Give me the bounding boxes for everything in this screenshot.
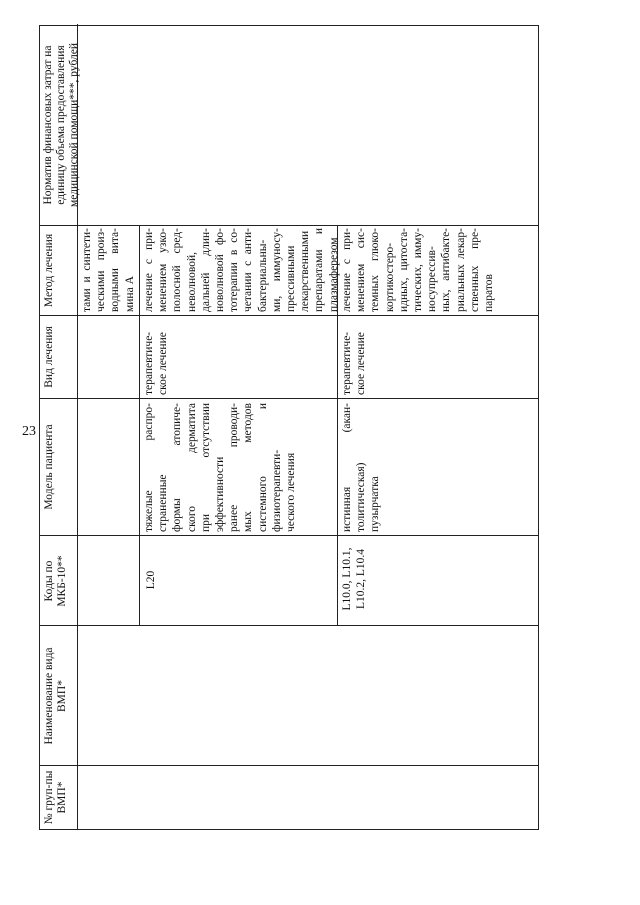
row2-patient-model: [142, 403, 298, 532]
column-divider: [40, 765, 538, 766]
row2-treatment-method: [142, 228, 341, 312]
cell-line: страненные: [157, 474, 170, 532]
cell-line: носупрессив-: [426, 246, 439, 312]
cell-line: эффективности: [214, 456, 227, 532]
cell-line: тами и синтети-: [81, 228, 93, 312]
cell-line: дальней длин-: [199, 228, 212, 312]
cell-line: ных, антибакте-: [440, 228, 453, 312]
row2-treatment-type: [142, 317, 170, 395]
cell-line: ственных пре-: [468, 228, 481, 312]
cell-line: ское лечение: [157, 332, 170, 395]
cell-line: физиотерапевти-: [270, 449, 283, 532]
cell-line: прессивными: [285, 245, 298, 312]
cell-line: мина А: [123, 276, 136, 312]
cell-line: истинная (акан-: [341, 403, 353, 532]
vmp-table: [39, 25, 539, 830]
cell-line: менением сис-: [355, 228, 368, 312]
cell-line: ское лечение: [355, 332, 368, 395]
header-group: № груп-пы ВМП*: [43, 770, 68, 825]
cell-line: идных, цитоста-: [397, 228, 410, 312]
cell-line: риальных лекар-: [454, 228, 467, 312]
cell-line: при отсутствии: [199, 403, 212, 532]
cell-line: тических, имму-: [412, 228, 425, 312]
row3-patient-model: [340, 403, 383, 532]
row3-treatment-method: [340, 228, 496, 312]
cell-line: терапевтиче-: [143, 331, 155, 395]
cell-line: кортикостеро-: [383, 242, 396, 312]
column-divider: [40, 398, 538, 399]
cell-line: темных глюко-: [369, 228, 382, 312]
column-divider: [40, 315, 538, 316]
cell-line: паратов: [483, 274, 496, 312]
header-patient-model: Модель пациента: [43, 424, 55, 510]
cell-line: толитическая): [355, 462, 368, 532]
cell-line: водными вита-: [109, 228, 122, 312]
cell-line: препаратами и: [313, 228, 326, 312]
row2-icd-codes: L20: [145, 570, 157, 590]
cell-line: новолновой фо-: [214, 228, 227, 312]
row3-treatment-type: [340, 317, 368, 395]
cell-line: менением узко-: [157, 228, 170, 312]
column-divider: [40, 625, 538, 626]
cell-line: пузырчатка: [369, 476, 382, 532]
header-treatment-type: Вид лечения: [43, 326, 55, 388]
cell-line: плазмаферезом: [327, 237, 340, 312]
cell-line: четании с анти-: [242, 228, 255, 312]
column-divider: [40, 225, 538, 226]
table-wrapper: [39, 25, 539, 830]
cell-line: терапевтиче-: [341, 331, 353, 395]
header-cost-norm: Норматив финансовых затрат на единицу объема предоставления медицинской помощи***, рублей: [42, 42, 80, 208]
cell-line: неволновой,: [185, 252, 198, 312]
row1-treatment-method: [80, 228, 137, 312]
header-treatment-method: Метод лечения: [43, 233, 55, 308]
cell-line: ческими произ-: [95, 228, 108, 312]
cell-line: бактериальны-: [256, 239, 269, 312]
cell-line: тотерапии в со-: [228, 228, 241, 312]
page-number: 23: [22, 424, 36, 439]
row-divider: [139, 226, 140, 626]
cell-line: ского дерматита: [185, 403, 198, 532]
cell-line: системного и: [256, 403, 269, 532]
cell-line: ранее проводи-: [228, 403, 241, 532]
cell-line: ческого лечения: [285, 452, 298, 532]
row3-icd-codes: L10.0, L10.1, L10.2, L10.4: [341, 547, 368, 611]
cell-line: лечение с при-: [143, 228, 155, 312]
cell-line: ми, иммуносу-: [270, 228, 283, 312]
cell-line: формы атопиче-: [171, 403, 184, 532]
cell-line: полосной сред-: [171, 228, 184, 312]
header-icd-codes: Коды по МКБ-10**: [43, 555, 68, 607]
cell-line: лечение с при-: [341, 228, 353, 312]
cell-line: лекарственными: [299, 230, 312, 312]
column-divider: [40, 535, 538, 536]
cell-line: тяжелые распро-: [143, 403, 155, 532]
header-vmp-name: Наименование вида ВМП*: [43, 647, 68, 745]
cell-line: мых методов: [242, 403, 255, 532]
